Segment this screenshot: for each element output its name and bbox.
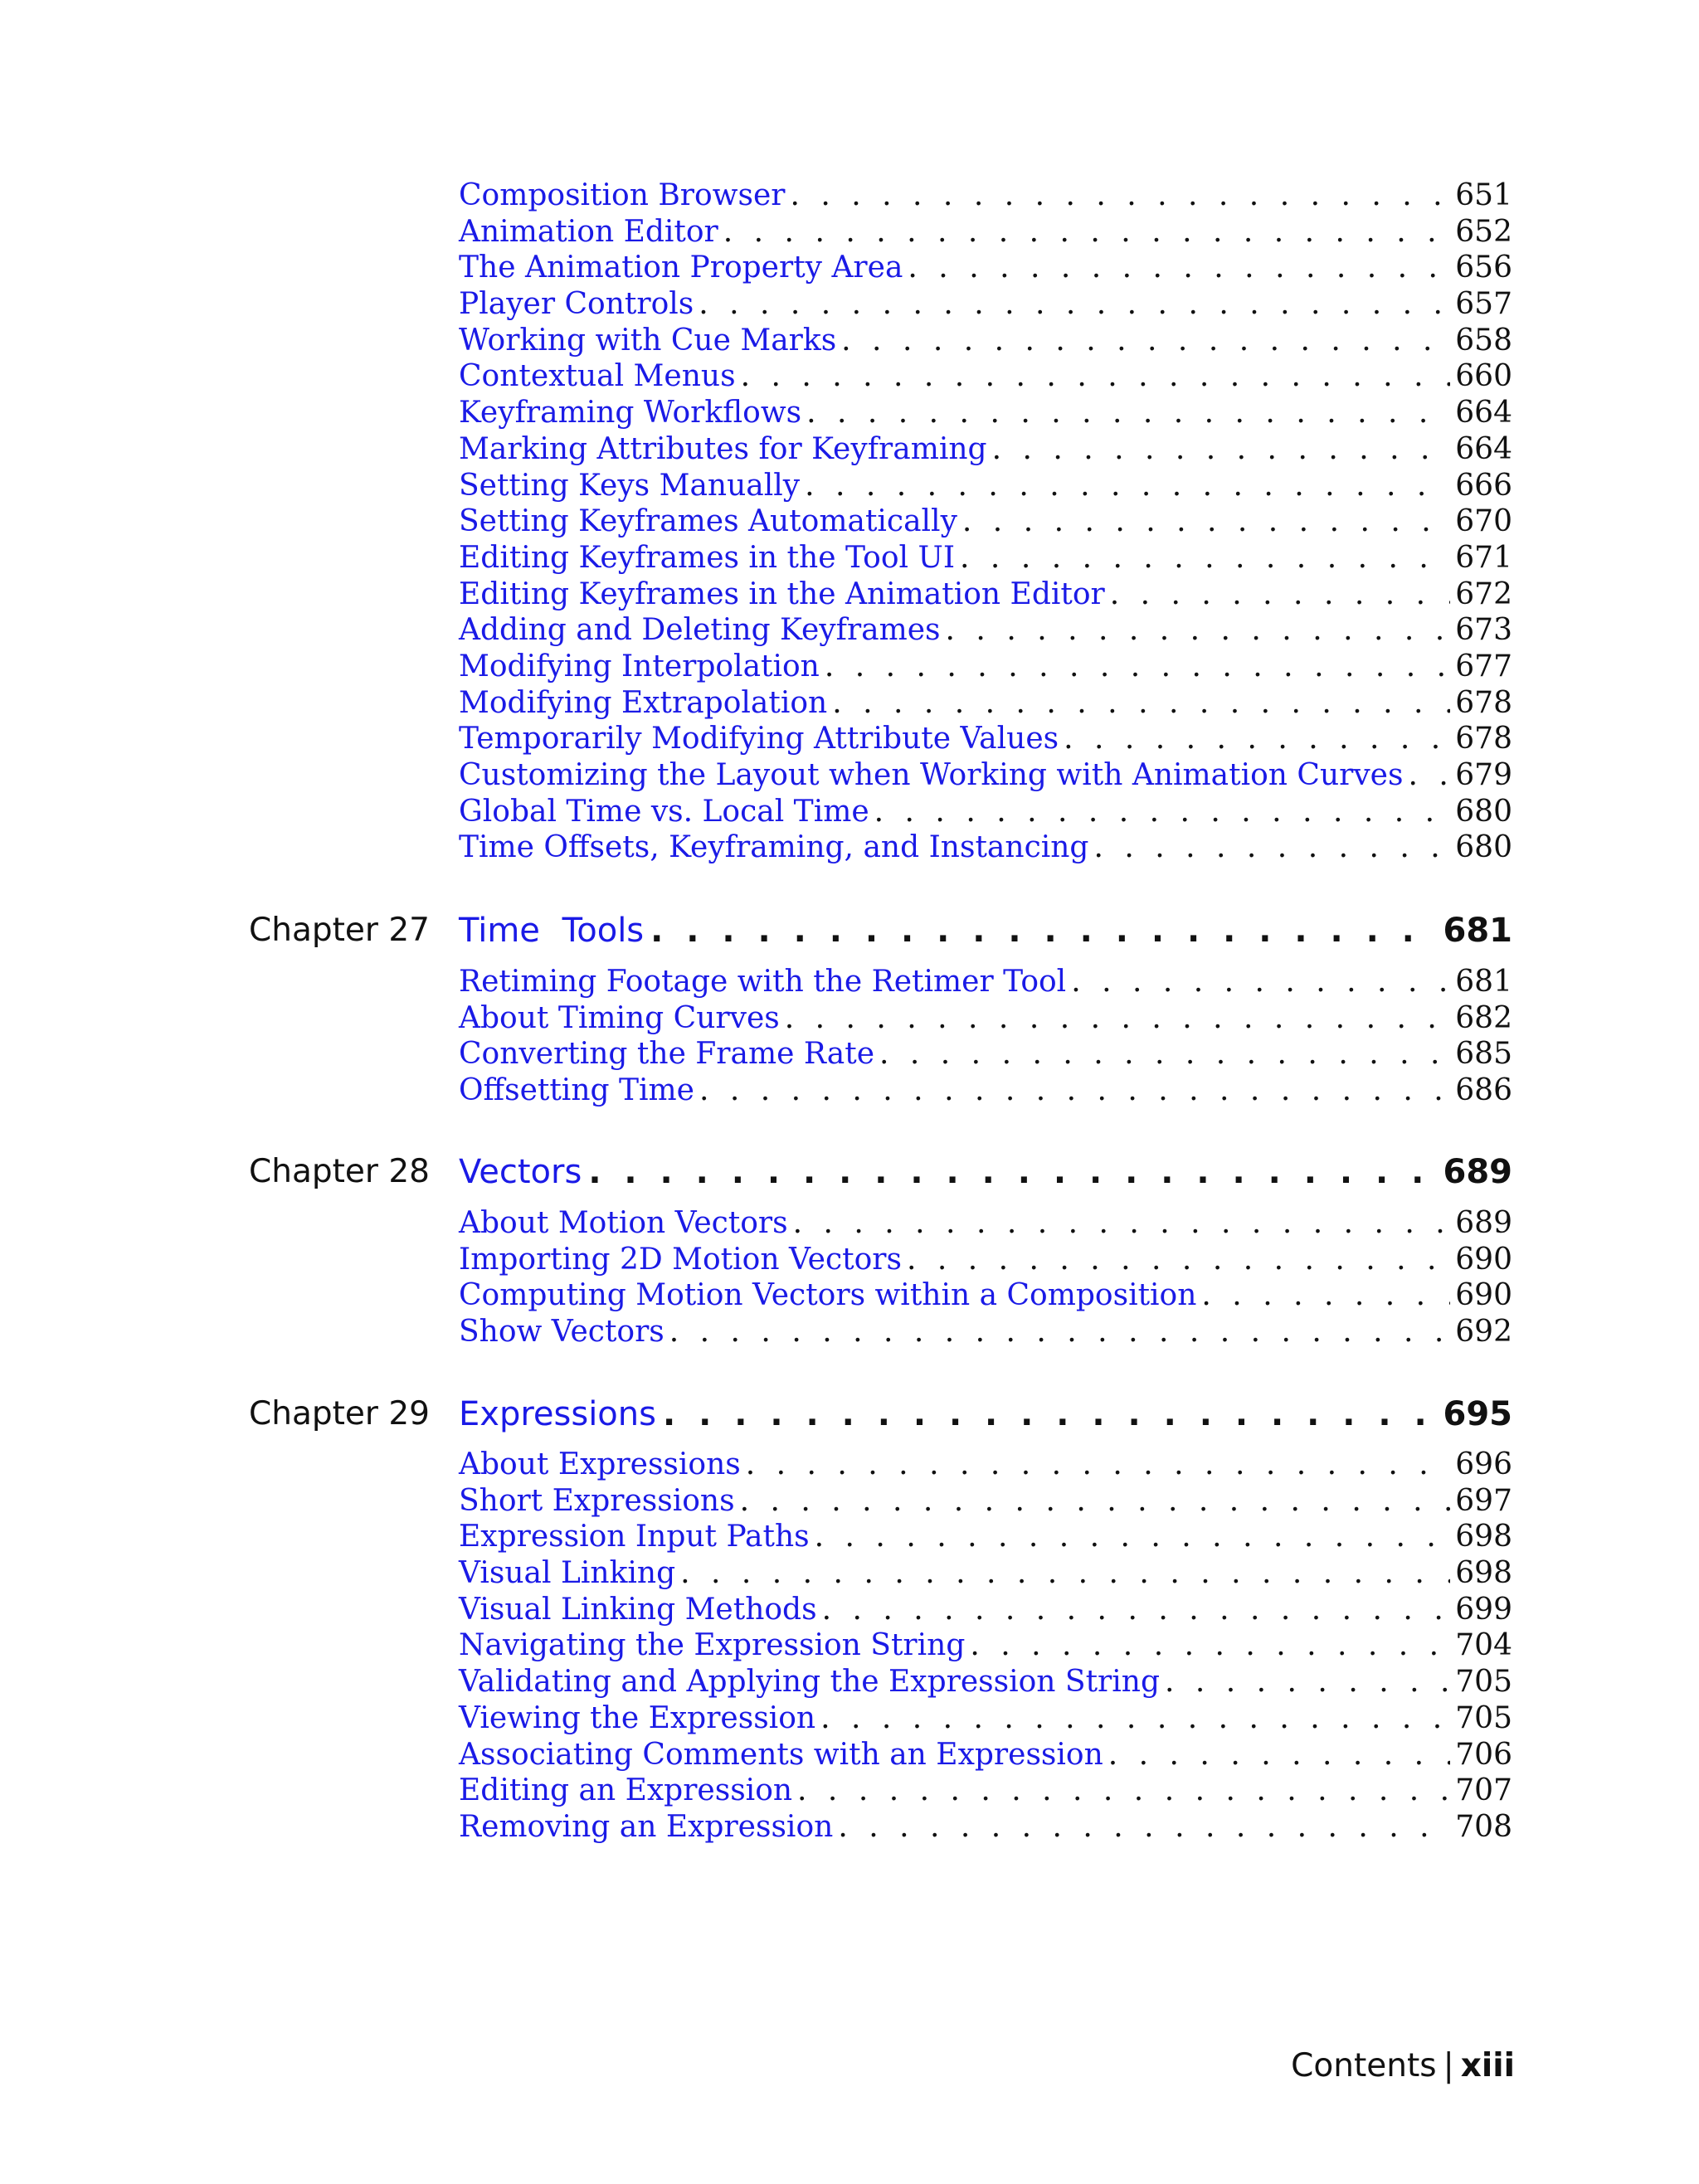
toc-entry-page: 664 <box>1455 396 1512 430</box>
toc-entry-title[interactable]: Animation Editor <box>459 214 718 249</box>
dot-leader <box>740 1483 1451 1519</box>
toc-entry-page: 698 <box>1455 1520 1512 1554</box>
toc-section-chapter-29 <box>0 1447 1699 1846</box>
toc-entry[interactable] <box>0 395 1699 431</box>
toc-entry-title[interactable]: Retiming Footage with the Retimer Tool <box>459 965 1067 999</box>
dot-leader <box>841 323 1450 358</box>
dot-leader <box>793 1205 1451 1241</box>
toc-entry-title[interactable]: Modifying Extrapolation <box>459 685 828 720</box>
toc-entry-title[interactable]: Editing Keyframes in the Animation Editor <box>459 576 1105 611</box>
footer-page-number: xiii <box>1460 2047 1515 2084</box>
toc-entry-title[interactable]: Removing an Expression <box>459 1809 834 1844</box>
dot-leader <box>960 540 1450 576</box>
toc-entry-title[interactable]: Visual Linking <box>459 1556 676 1591</box>
toc-entry-page: 670 <box>1455 504 1512 539</box>
toc-entry-title[interactable]: Keyframing Workflows <box>459 396 802 430</box>
toc-entry-title[interactable]: Short Expressions <box>459 1483 735 1518</box>
dot-leader <box>946 612 1451 648</box>
toc-entry-title[interactable]: Contextual Menus <box>459 359 736 394</box>
toc-entry-page: 656 <box>1455 251 1512 285</box>
dot-leader <box>820 1700 1450 1736</box>
dot-leader <box>825 649 1450 684</box>
dot-leader <box>1201 1277 1450 1313</box>
dot-leader <box>699 1073 1450 1108</box>
dot-leader <box>1071 964 1450 1000</box>
toc-entry[interactable] <box>0 286 1699 323</box>
toc-entry[interactable] <box>0 1519 1699 1555</box>
toc-entry-title[interactable]: About Timing Curves <box>459 1000 780 1035</box>
toc-entry[interactable] <box>0 1700 1699 1737</box>
chapter-title-link[interactable]: Expressions <box>459 1395 656 1433</box>
toc-entry-title[interactable]: Viewing the Expression <box>459 1700 816 1735</box>
dot-leader <box>1165 1664 1450 1700</box>
toc-entry-title[interactable]: Composition Browser <box>459 178 786 212</box>
toc-entry-page: 678 <box>1455 685 1512 720</box>
toc-entry[interactable] <box>0 1073 1699 1109</box>
toc-entry-title[interactable]: Player Controls <box>459 287 694 322</box>
footer-label: Contents <box>1291 2047 1437 2084</box>
dot-leader <box>746 1447 1451 1482</box>
toc-entry-page: 699 <box>1455 1592 1512 1627</box>
toc-entry-title[interactable]: Marking Attributes for Keyframing <box>459 431 987 466</box>
dot-leader <box>669 1314 1451 1350</box>
dot-leader <box>797 1773 1450 1808</box>
toc-entry[interactable] <box>0 1773 1699 1809</box>
toc-entry[interactable] <box>0 1277 1699 1314</box>
toc-entry-page: 677 <box>1455 649 1512 683</box>
dot-leader <box>962 503 1450 539</box>
toc-entry[interactable] <box>0 431 1699 468</box>
toc-entry-title[interactable]: About Motion Vectors <box>459 1206 788 1240</box>
toc-entry[interactable] <box>0 358 1699 395</box>
toc-section-chapter-27 <box>0 964 1699 1109</box>
toc-entry-page: 698 <box>1455 1556 1512 1591</box>
chapter-page: 681 <box>1443 912 1512 950</box>
dot-leader <box>874 794 1451 829</box>
dot-leader <box>879 1036 1450 1072</box>
dot-leader <box>741 358 1451 394</box>
toc-entry[interactable] <box>0 214 1699 251</box>
toc-entry-title[interactable]: Setting Keys Manually <box>459 468 801 503</box>
toc-entry[interactable] <box>0 1483 1699 1520</box>
toc-entry-page: 690 <box>1455 1278 1512 1313</box>
toc-entry-page: 705 <box>1455 1700 1512 1735</box>
toc-entry[interactable] <box>0 1036 1699 1073</box>
toc-entry-page: 689 <box>1455 1206 1512 1240</box>
toc-entry-title[interactable]: Temporarily Modifying Attribute Values <box>459 722 1059 756</box>
dot-leader <box>907 1242 1450 1277</box>
toc-entry-title[interactable]: Navigating the Expression String <box>459 1628 966 1663</box>
toc-entry[interactable] <box>0 649 1699 685</box>
toc-section-chapter-28 <box>0 1205 1699 1350</box>
toc-entry-title[interactable]: The Animation Property Area <box>459 251 903 285</box>
dot-leader <box>791 178 1451 213</box>
dot-leader <box>1064 721 1450 756</box>
dot-leader <box>1110 576 1451 612</box>
toc-entry[interactable] <box>0 1737 1699 1773</box>
toc-entry-title[interactable]: Visual Linking Methods <box>459 1592 817 1627</box>
dot-leader <box>815 1519 1451 1554</box>
dot-leader <box>1408 757 1450 793</box>
toc-entry-page: 673 <box>1455 613 1512 648</box>
toc-entry-page: 697 <box>1455 1483 1512 1518</box>
toc-entry-page: 651 <box>1455 178 1512 212</box>
chapter-heading <box>0 910 1699 951</box>
toc-entry-page: 660 <box>1455 359 1512 394</box>
toc-entry[interactable] <box>0 503 1699 540</box>
toc-entry-title[interactable]: Customizing the Layout when Working with Animation Curves <box>459 758 1404 792</box>
toc-entry[interactable] <box>0 685 1699 722</box>
toc-entry-title[interactable]: Computing Motion Vectors within a Composition <box>459 1278 1197 1313</box>
toc-entry[interactable] <box>0 721 1699 757</box>
toc-entry-title[interactable]: Importing 2D Motion Vectors <box>459 1242 902 1277</box>
dot-leader <box>588 1151 1438 1193</box>
dot-leader <box>970 1627 1450 1663</box>
toc-entry-page: 679 <box>1455 758 1512 792</box>
toc-entry-page: 682 <box>1455 1000 1512 1035</box>
chapter-heading <box>0 1151 1699 1193</box>
dot-leader <box>699 286 1450 322</box>
toc-entry-title[interactable]: Associating Comments with an Expression <box>459 1737 1103 1772</box>
toc-entry[interactable] <box>0 1314 1699 1350</box>
chapter-title-link[interactable]: Vectors <box>459 1153 582 1191</box>
dot-leader <box>822 1592 1451 1627</box>
chapter-page: 695 <box>1443 1395 1512 1433</box>
toc-entry[interactable] <box>0 829 1699 866</box>
dot-leader <box>805 468 1450 503</box>
toc-entry[interactable] <box>0 1000 1699 1037</box>
toc-entry-page: 678 <box>1455 722 1512 756</box>
toc-entry-title[interactable]: Setting Keyframes Automatically <box>459 504 957 539</box>
toc-entry[interactable] <box>0 250 1699 286</box>
toc-entry[interactable] <box>0 1592 1699 1628</box>
toc-entry[interactable] <box>0 1555 1699 1592</box>
toc-entry[interactable] <box>0 1809 1699 1846</box>
toc-entry[interactable] <box>0 757 1699 794</box>
chapter-title-link[interactable]: Time Tools <box>459 912 645 950</box>
toc-entry-page: 708 <box>1455 1809 1512 1844</box>
footer-separator: | <box>1443 2047 1454 2084</box>
toc-entry[interactable] <box>0 964 1699 1000</box>
toc-entry-page: 685 <box>1455 1037 1512 1072</box>
toc-entry-page: 705 <box>1455 1665 1512 1700</box>
toc-entry[interactable] <box>0 178 1699 214</box>
toc-entry[interactable] <box>0 1242 1699 1278</box>
toc-entry-page: 681 <box>1455 965 1512 999</box>
toc-section-continued <box>0 178 1699 866</box>
toc-entry-page: 671 <box>1455 540 1512 575</box>
dot-leader <box>832 685 1450 721</box>
chapter-label: Chapter 29 <box>249 1395 430 1432</box>
toc-entry-page: 692 <box>1455 1315 1512 1350</box>
dot-leader <box>1108 1737 1451 1773</box>
toc-entry-title[interactable]: About Expressions <box>459 1447 741 1481</box>
toc-entry-title[interactable]: Offsetting Time <box>459 1073 694 1108</box>
toc-entry-page: 658 <box>1455 323 1512 358</box>
chapter-page: 689 <box>1443 1153 1512 1191</box>
toc-entry[interactable] <box>0 323 1699 359</box>
toc-entry-page: 664 <box>1455 431 1512 466</box>
dot-leader <box>663 1394 1439 1435</box>
toc-entry[interactable] <box>0 794 1699 830</box>
toc-entry-title[interactable]: Working with Cue Marks <box>459 323 837 358</box>
toc-entry-title[interactable]: Converting the Frame Rate <box>459 1037 875 1072</box>
dot-leader <box>992 431 1451 467</box>
toc-entry-title[interactable]: Editing Keyframes in the Tool UI <box>459 540 956 575</box>
chapter-heading <box>0 1394 1699 1435</box>
toc-entry-page: 666 <box>1455 468 1512 503</box>
page-footer <box>1291 2045 1515 2087</box>
toc-entry-page: 680 <box>1455 794 1512 829</box>
toc-entry[interactable] <box>0 1205 1699 1242</box>
toc-entry[interactable] <box>0 1664 1699 1700</box>
toc-entry[interactable] <box>0 540 1699 576</box>
toc-entry-page: 657 <box>1455 287 1512 322</box>
toc-entry-page: 680 <box>1455 830 1512 865</box>
toc-entry-page: 696 <box>1455 1447 1512 1481</box>
toc-entry-title[interactable]: Modifying Interpolation <box>459 649 820 683</box>
toc-entry-title[interactable]: Show Vectors <box>459 1315 665 1350</box>
toc-entry[interactable] <box>0 1447 1699 1483</box>
toc-entry-page: 686 <box>1455 1073 1512 1108</box>
toc-entry-page: 706 <box>1455 1737 1512 1772</box>
toc-entry[interactable] <box>0 576 1699 613</box>
toc-entry-page: 672 <box>1455 576 1512 611</box>
toc-entry[interactable] <box>0 1627 1699 1664</box>
toc-entry-page: 652 <box>1455 214 1512 249</box>
toc-entry-title[interactable]: Editing an Expression <box>459 1773 793 1808</box>
toc-entry[interactable] <box>0 468 1699 504</box>
toc-entry-page: 690 <box>1455 1242 1512 1277</box>
toc-entry-title[interactable]: Global Time vs. Local Time <box>459 794 869 829</box>
dot-leader <box>806 395 1450 430</box>
toc-entry-page: 707 <box>1455 1773 1512 1808</box>
toc-entry-title[interactable]: Validating and Applying the Expression String <box>459 1665 1160 1700</box>
dot-leader <box>680 1555 1450 1591</box>
dot-leader <box>785 1000 1451 1036</box>
chapter-label: Chapter 28 <box>249 1153 430 1190</box>
toc-entry-title[interactable]: Expression Input Paths <box>459 1520 810 1554</box>
toc-entry-page: 704 <box>1455 1628 1512 1663</box>
dot-leader <box>723 214 1451 250</box>
dot-leader <box>650 910 1438 951</box>
dot-leader <box>1093 829 1450 865</box>
toc-entry-title[interactable]: Adding and Deleting Keyframes <box>459 613 941 648</box>
dot-leader <box>908 250 1450 285</box>
toc-entry[interactable] <box>0 612 1699 649</box>
dot-leader <box>838 1809 1450 1845</box>
chapter-label: Chapter 27 <box>249 912 430 949</box>
toc-entry-title[interactable]: Time Offsets, Keyframing, and Instancing <box>459 830 1089 865</box>
